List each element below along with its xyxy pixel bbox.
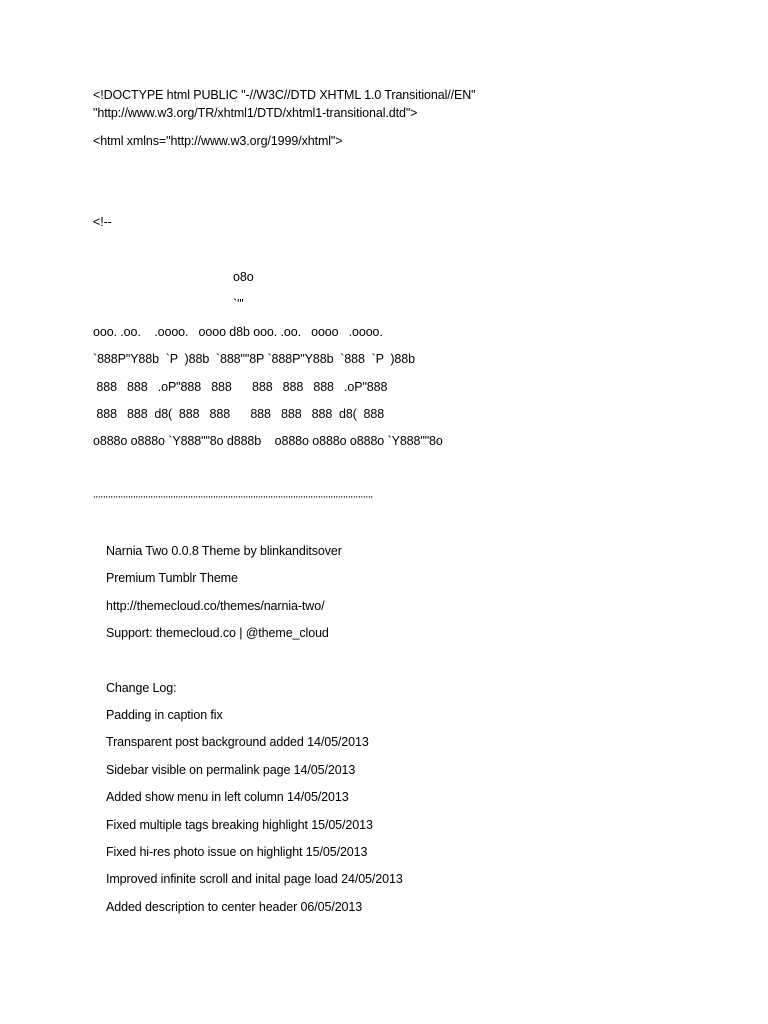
- theme-type: Premium Tumblr Theme: [106, 571, 238, 585]
- doctype-dtd-line: "http://www.w3.org/TR/xhtml1/DTD/xhtml1-transitional.dtd">: [93, 106, 418, 120]
- ascii-art-line: `"': [233, 297, 244, 311]
- changelog-item: Fixed hi-res photo issue on highlight 15/05/2013: [106, 845, 368, 859]
- ascii-art-line: o888o o888o `Y888""8o d888b o888o o888o o888o `Y888""8o: [93, 434, 443, 448]
- changelog-item: Improved infinite scroll and inital page load 24/05/2013: [106, 872, 403, 886]
- changelog-item: Added show menu in left column 14/05/2013: [106, 790, 349, 804]
- changelog-item: Padding in caption fix: [106, 708, 223, 722]
- ascii-art-line: ooo. .oo. .oooo. oooo d8b ooo. .oo. oooo .oooo.: [93, 325, 383, 339]
- changelog-item: Transparent post background added 14/05/2013: [106, 735, 369, 749]
- changelog-item: Added description to center header 06/05/2013: [106, 900, 363, 914]
- comment-open: <!--: [93, 215, 112, 229]
- theme-url: http://themecloud.co/themes/narnia-two/: [106, 599, 325, 613]
- changelog-title: Change Log:: [106, 681, 177, 695]
- changelog-item: Fixed multiple tags breaking highlight 15/05/2013: [106, 818, 373, 832]
- theme-support: Support: themecloud.co | @theme_cloud: [106, 626, 329, 640]
- html-tag-line: <html xmlns="http://www.w3.org/1999/xhtml">: [93, 134, 343, 148]
- theme-name: Narnia Two 0.0.8 Theme by blinkanditsover: [106, 544, 342, 558]
- changelog-item: Sidebar visible on permalink page 14/05/2013: [106, 763, 356, 777]
- doctype-line: <!DOCTYPE html PUBLIC "-//W3C//DTD XHTML 1.0 Transitional//EN": [93, 88, 476, 102]
- ascii-art-line: 888 888 d8( 888 888 888 888 888 d8( 888: [93, 407, 385, 421]
- separator-line: ,,,,,,,,,,,,,,,,,,,,,,,,,,,,,,,,,,,,,,,,,,,,,,,,,,,,,,,,,,,,,,,,,,,,,,,,,,,,,,,,,,,,,,,,,,,,,,,,,,,,,,,,,,,,,,,,: [93, 489, 374, 499]
- ascii-art-line: `888P"Y88b `P )88b `888""8P `888P"Y88b `888 `P )88b: [93, 352, 415, 366]
- ascii-art-line: 888 888 .oP"888 888 888 888 888 .oP"888: [93, 380, 388, 394]
- ascii-art-line: o8o: [233, 270, 254, 284]
